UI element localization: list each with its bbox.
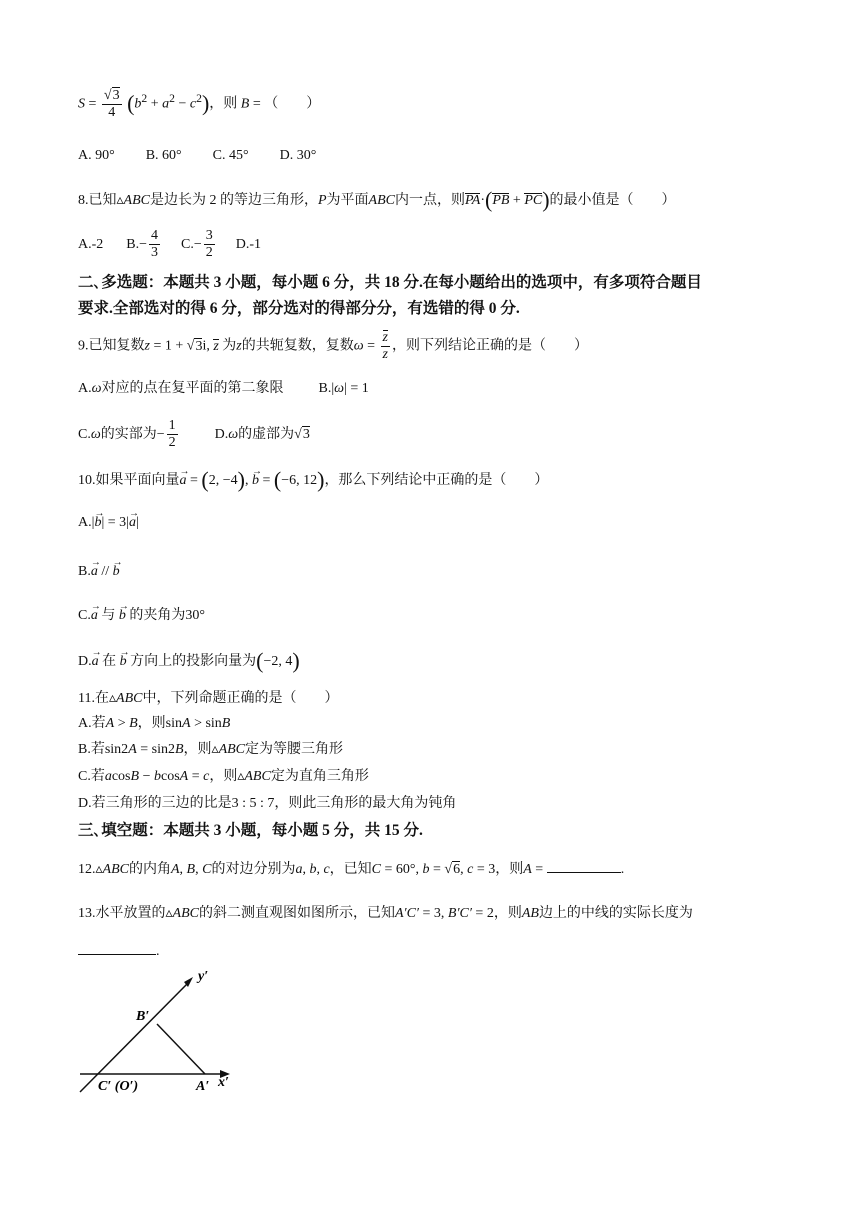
label-y: y′ [198, 969, 209, 984]
q10-option-a[interactable]: A.|→ b| = 3|→ a| [78, 513, 139, 533]
label-x: x′ [218, 1075, 229, 1090]
q9-options-cd [78, 418, 310, 452]
q13-answer-line: . [78, 940, 160, 962]
q11-option-a[interactable]: A.若A > B，则sinA > sinB [78, 716, 231, 731]
section3-heading: 三､填空题：本题共 3 小题，每小题 5 分，共 15 分. [78, 822, 423, 839]
q8-options [78, 228, 261, 262]
q11-option-c[interactable]: C.若acosB − bcosA = c，则▵ABC定为直角三角形 [78, 769, 369, 784]
q11-question: 11.在▵ABC中，下列命题正确的是（ ） [78, 691, 339, 706]
q9-option-a[interactable]: A.ω对应的点在复平面的第二象限 [78, 381, 284, 396]
q7-option-c[interactable]: C. 45° [212, 148, 249, 163]
q12-question: 12.▵ABC的内角A, B, C的对边分别为a, b, c，已知C = 60°, b = √6, c = 3，则A = . [78, 858, 624, 880]
q13-answer-blank[interactable] [78, 940, 156, 955]
section2-heading-line2: 要求.全部选对的得 6 分，部分选对的得部分分，有选错的得 0 分. [78, 300, 520, 317]
q9-option-b[interactable]: B.|ω| = 1 [318, 381, 369, 396]
q7-options [78, 146, 316, 166]
q9-question: 9.已知复数z = 1 + √3i, z 为z的共轭复数，复数ω = $\frac{z}{z}$ ，则下列结论正确的是（ ） [78, 330, 588, 362]
q13-question: 13.水平放置的▵ABC的斜二测直观图如图所示，已知A′C′ = 3, B′C′ = 2，则AB边上的中线的实际长度为 [78, 906, 693, 921]
q9-option-c[interactable]: C.ω的实部为− $\frac{1}{2}$ [78, 418, 176, 451]
label-a: A′ [196, 1079, 210, 1094]
q7-option-a[interactable]: A. 90° [78, 148, 115, 163]
q10-question: 10.如果平面向量→ a = (2, −4), → b = (−6, 12)，那么下列结论中正确的是（ ） [78, 470, 548, 491]
q9-option-d[interactable]: D.ω的虚部为√3 [214, 427, 310, 442]
q10-option-d[interactable]: D.→ a 在 → b 方向上的投影向量为(−2, 4) [78, 651, 300, 672]
q11-option-d[interactable]: D.若三角形的三边的比是3 : 5 : 7，则此三角形的最大角为钝角 [78, 796, 457, 811]
label-b: B′ [136, 1009, 150, 1024]
q7-formula-line: S = $\frac{√3}{4}$ $(b^2 + a^2 - c^2)$，则 B = （ ） [78, 88, 321, 120]
segment-ba [157, 1024, 205, 1074]
q10-option-b[interactable]: B.→ a // → b [78, 562, 120, 582]
q7-option-b[interactable]: B. 60° [145, 148, 182, 163]
y-axis [80, 983, 188, 1092]
q9-options-ab [78, 379, 369, 399]
q12-answer-blank[interactable] [547, 858, 621, 873]
q8-question: 8.已知▵ABC是边长为 2 的等边三角形，P为平面ABC内一点，则PA·(PB + PC)的最小值是（ ） [78, 187, 676, 212]
q10-option-c[interactable]: C.→ a 与 → b 的夹角为30° [78, 606, 205, 626]
label-c-o: C′ (O′) [98, 1079, 139, 1094]
q7-option-d[interactable]: D. 30° [279, 148, 317, 163]
q11-option-b[interactable]: B.若sin2A = sin2B，则▵ABC定为等腰三角形 [78, 742, 344, 757]
q8-option-c[interactable]: C.− $\frac{3}{2}$ [181, 228, 213, 261]
q8-option-a[interactable]: A.-2 [78, 237, 104, 252]
section2-heading-line1: 二､多选题：本题共 3 小题，每小题 6 分，共 18 分.在每小题给出的选项中，有多项符合题目 [78, 274, 702, 291]
oblique-figure [70, 962, 260, 1102]
q8-option-b[interactable]: B.− $\frac{4}{3}$ [126, 228, 159, 261]
q8-option-d[interactable]: D.-1 [235, 237, 262, 252]
